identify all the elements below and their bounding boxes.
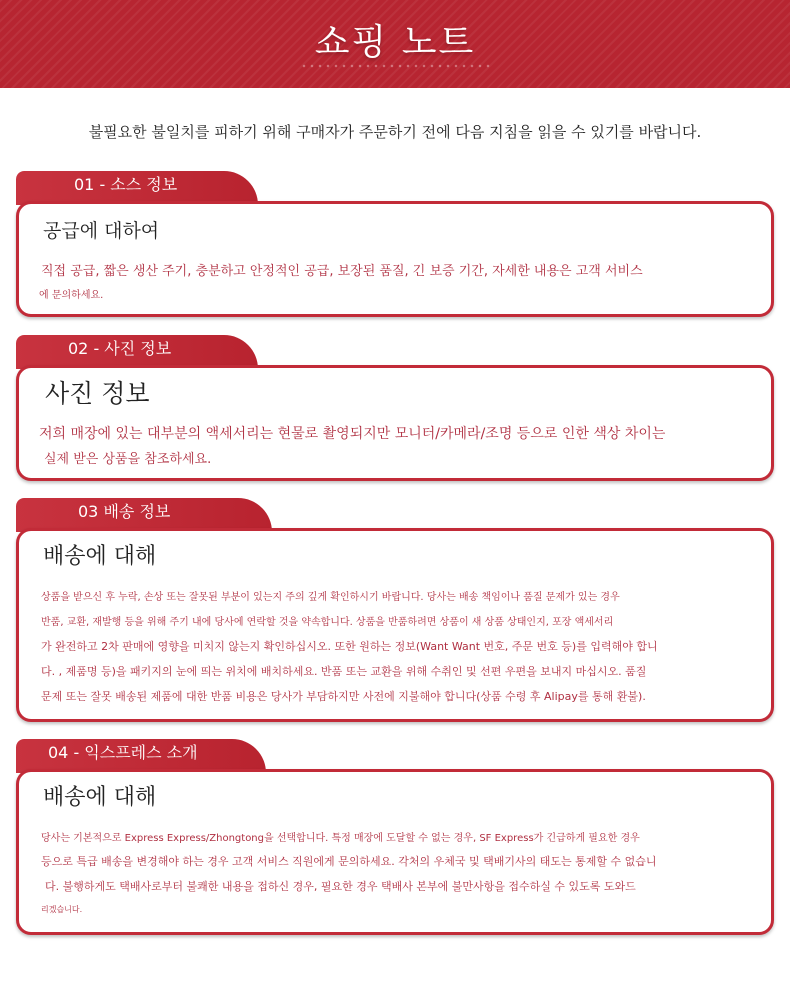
page-title: 쇼핑 노트 — [314, 22, 476, 63]
section-text-line: 에 문의하세요. — [39, 290, 104, 301]
section-title: 배송에 대해 — [43, 785, 157, 810]
section-text-line: 문제 또는 잘못 배송된 제품에 대한 반품 비용은 당사가 부담하지만 사전에 지불해야 합니다(상품 수령 후 Alipay를 통해 환불). — [41, 690, 646, 703]
section-text-line: 저희 매장에 있는 대부분의 액세서리는 현물로 촬영되지만 모니터/카메라/조명 등으로 인한 색상 차이는 — [39, 426, 666, 442]
section-shipping-info — [16, 498, 774, 722]
section-text-line: 직접 공급, 짧은 생산 주기, 충분하고 안정적인 공급, 보장된 품질, 긴 보증 기간, 자세한 내용은 고객 서비스 — [41, 264, 643, 279]
section-box — [16, 201, 774, 317]
section-text-line: 다. 불행하게도 택배사로부터 불쾌한 내용을 접하신 경우, 필요한 경우 택배사 본부에 불만사항을 접수하실 수 있도록 도와드 — [45, 880, 636, 893]
section-tab: 04 - 익스프레스 소개 — [16, 739, 266, 773]
section-box — [16, 769, 774, 935]
section-text-line: 다. , 제품명 등)을 패키지의 눈에 띄는 위치에 배치하세요. 반품 또는 교환을 위해 수취인 및 선편 우편을 보내지 마십시오. 품질 — [41, 665, 647, 678]
section-text-line: 등으로 특급 배송을 변경해야 하는 경우 고객 서비스 직원에게 문의하세요. 각처의 우체국 및 택배기사의 태도는 통제할 수 없습니 — [41, 855, 657, 868]
section-tab: 02 - 사진 정보 — [16, 335, 258, 369]
section-photo-info — [16, 335, 774, 481]
section-text-line: 가 완전하고 2차 판매에 영향을 미치지 않는지 확인하십시오. 또한 원하는 정보(Want Want 번호, 주문 번호 등)를 입력해야 합니 — [41, 640, 658, 653]
section-tab: 01 - 소스 정보 — [16, 171, 258, 205]
section-text-line: 실제 받은 상품을 참조하세요. — [44, 452, 212, 467]
section-text-line: 반품, 교환, 재발행 등을 위해 주기 내에 당사에 연락할 것을 약속합니다. 상품을 반품하려면 상품이 새 상품 상태인지, 포장 액세서리 — [41, 617, 614, 628]
section-text-line: 당사는 기본적으로 Express Express/Zhongtong을 선택합니다. 특정 매장에 도달할 수 없는 경우, SF Express가 긴급하게 필요한 경우 — [41, 833, 640, 844]
header-banner — [0, 0, 790, 88]
section-source-info — [16, 171, 774, 317]
section-box — [16, 528, 774, 722]
section-box — [16, 365, 774, 481]
section-title: 공급에 대하여 — [43, 220, 160, 242]
section-title: 배송에 대해 — [43, 544, 157, 569]
section-text-line: 리겠습니다. — [41, 905, 83, 914]
section-tab: 03 배송 정보 — [16, 498, 272, 532]
section-text-line: 상품을 받으신 후 누락, 손상 또는 잘못된 부분이 있는지 주의 깊게 확인하시기 바랍니다. 당사는 배송 책임이나 품질 문제가 있는 경우 — [41, 592, 620, 603]
section-express-intro — [16, 739, 774, 935]
banner-decoration — [300, 64, 490, 68]
intro-text: 불필요한 불일치를 피하기 위해 구매자가 주문하기 전에 다음 지침을 읽을 수 있기를 바랍니다. — [88, 123, 702, 141]
section-title: 사진 정보 — [45, 379, 150, 408]
